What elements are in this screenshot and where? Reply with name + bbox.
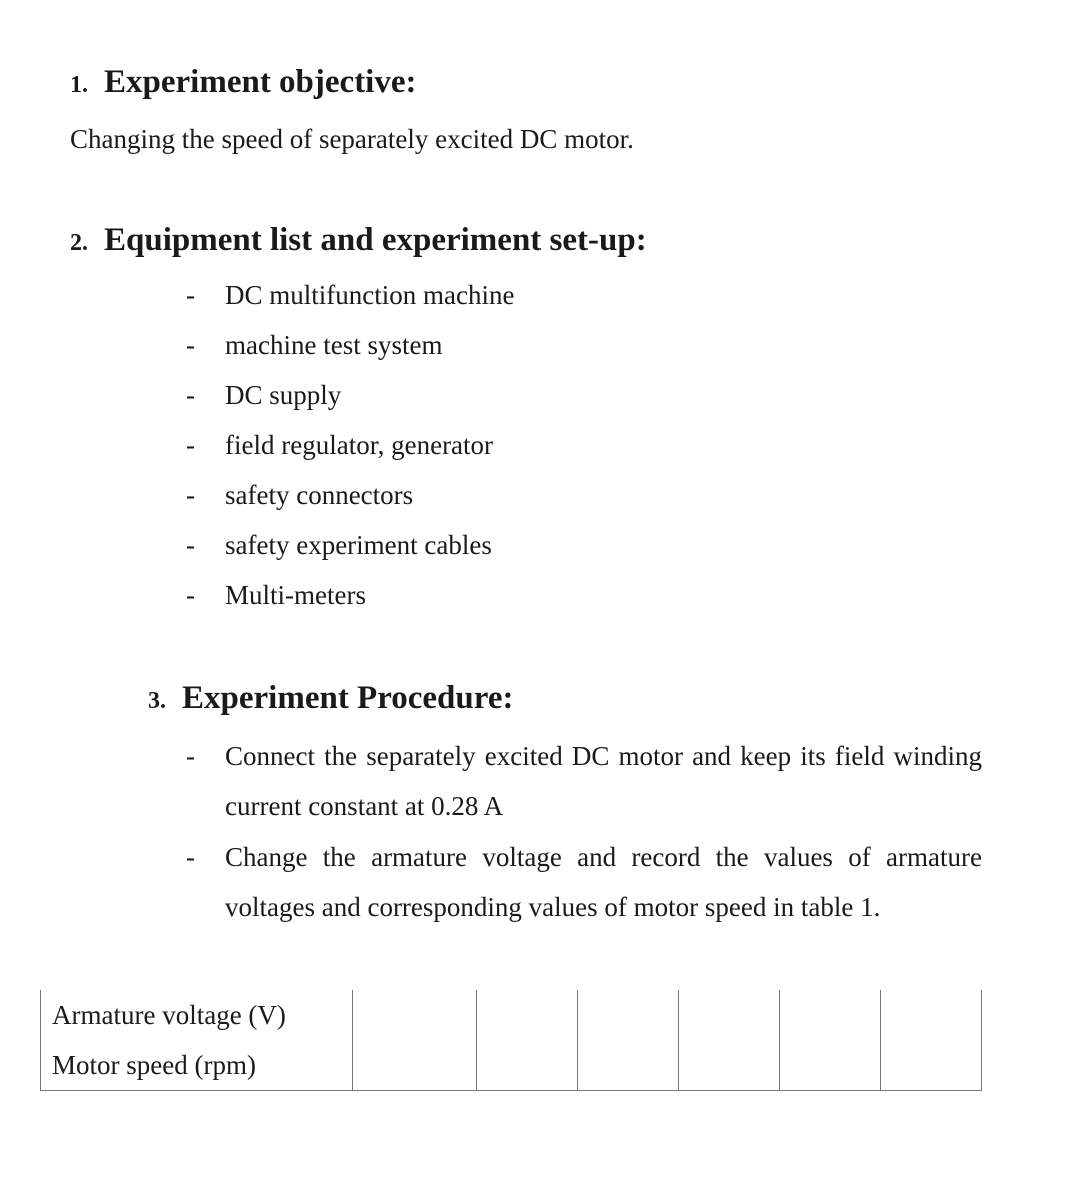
procedure-step: Change the armature voltage and record the values of armature voltages and corresponding values of motor speed in table 1. (225, 842, 982, 922)
table-cell[interactable] (353, 990, 477, 1040)
section-heading-objective (70, 64, 417, 101)
bullet-dash: - (186, 280, 195, 310)
table-cell[interactable] (881, 1040, 982, 1091)
section-title: Equipment list and experiment set-up: (104, 222, 647, 258)
list-item-text: Multi-meters (225, 580, 366, 610)
list-item-text: DC supply (225, 380, 342, 410)
section-number: 3. (148, 688, 166, 714)
section-title: Experiment Procedure: (182, 680, 514, 716)
table-cell[interactable] (578, 990, 679, 1040)
bullet-dash: - (186, 380, 195, 410)
objective-text: Changing the speed of separately excited DC motor. (70, 124, 634, 154)
table-row (41, 1040, 982, 1091)
list-item-text: safety connectors (225, 480, 414, 510)
data-table (40, 990, 982, 1091)
table-cell[interactable] (477, 990, 578, 1040)
table-cell[interactable] (578, 1040, 679, 1091)
bullet-dash: - (186, 430, 195, 460)
bullet-dash: - (186, 530, 195, 560)
bullet-dash: - (186, 842, 195, 872)
table-cell[interactable] (353, 1040, 477, 1091)
table-row (41, 990, 982, 1040)
bullet-dash: - (186, 580, 195, 610)
table-cell[interactable] (881, 990, 982, 1040)
list-item-text: machine test system (225, 330, 443, 360)
table-cell[interactable] (679, 990, 780, 1040)
list-item-text: safety experiment cables (225, 530, 492, 560)
table-cell[interactable] (477, 1040, 578, 1091)
list-item-text: DC multifunction machine (225, 280, 515, 310)
procedure-step: Connect the separately excited DC motor and keep its field winding current constant at 0.28 A (225, 741, 982, 821)
row-label: Armature voltage (V) (41, 990, 353, 1040)
row-label: Motor speed (rpm) (41, 1040, 353, 1091)
section-title: Experiment objective: (104, 64, 417, 100)
bullet-dash: - (186, 480, 195, 510)
table-cell[interactable] (780, 990, 881, 1040)
bullet-dash: - (186, 330, 195, 360)
section-heading-equipment (70, 222, 647, 259)
section-number: 1. (70, 72, 88, 98)
bullet-dash: - (186, 741, 195, 771)
list-item-text: field regulator, generator (225, 430, 494, 460)
table-cell[interactable] (780, 1040, 881, 1091)
section-number: 2. (70, 230, 88, 256)
table-cell[interactable] (679, 1040, 780, 1091)
section-heading-procedure (148, 680, 513, 717)
